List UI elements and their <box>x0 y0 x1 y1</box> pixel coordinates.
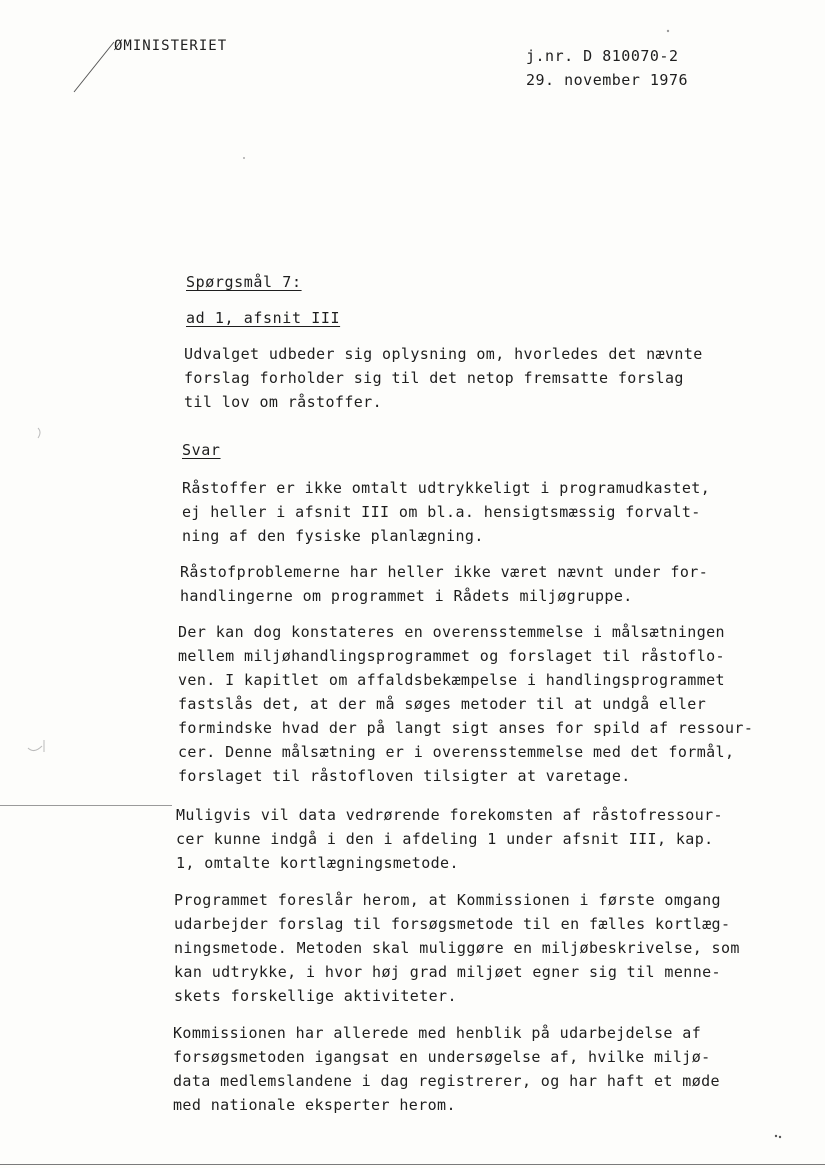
answer-paragraph: Der kan dog konstateres en overensstemmelse i målsætningen mellem miljøhandlingsprogrammet og forslaget til råstoflo- ven. I kapitlet om affaldsbekæmpelse i handlingsprogrammet fastslås det, at der må søges metoder til at undgå eller formindske hvad der på langt sigt anses for spild af ressour- cer. Denne målsætning er i overensstemmelse med det formål, forslaget til råstofloven tilsigter at varetage. <box>178 623 754 785</box>
answer-heading: Svar <box>182 441 221 459</box>
answer-paragraph: Programmet foreslår herom, at Kommissionen i første omgang udarbejder forslag til forsøgsmetode til en fælles kortlæg- ningsmetode. Metoden skal muliggøre en miljøbeskrivelse, som kan udtrykke, i hvor høj grad miljøet egner sig til menne- skets forskellige aktiviteter. <box>174 891 740 1005</box>
question-heading: Spørgsmål 7: <box>186 273 302 291</box>
sender-ministry: ØMINISTERIET <box>114 38 228 54</box>
answer-paragraph: Muligvis vil data vedrørende forekomsten af råstofressour- cer kunne indgå i den i afdeling 1 under afsnit III, kap. 1, omtalte kortlægningsmetode. <box>176 806 723 872</box>
journal-number: j.nr. D 810070-2 <box>526 47 679 65</box>
question-text: Udvalget udbeder sig oplysning om, hvorledes det nævnte forslag forholder sig til det netop fremsatte forslag til lov om råstoffer. <box>184 345 703 411</box>
letter-date: 29. november 1976 <box>526 71 689 89</box>
question-subheading: ad 1, afsnit III <box>186 309 341 327</box>
answer-paragraph: Kommissionen har allerede med henblik på udarbejdelse af forsøgsmetoden igangsat en undersøgelse af, hvilke miljø- data medlemslandene i dag registrerer, og har haft et møde med nationale eksperter herom. <box>173 1024 720 1114</box>
answer-paragraph: Råstofproblemerne har heller ikke været nævnt under for- handlingerne om programmet i Rådets miljøgruppe. <box>180 563 709 605</box>
answer-paragraph: Råstoffer er ikke omtalt udtrykkeligt i programudkastet, ej heller i afsnit III om bl.a. hensigtsmæssig forvalt- ning af den fysiske planlægning. <box>182 479 711 545</box>
page-bottom-edge <box>0 1164 825 1165</box>
